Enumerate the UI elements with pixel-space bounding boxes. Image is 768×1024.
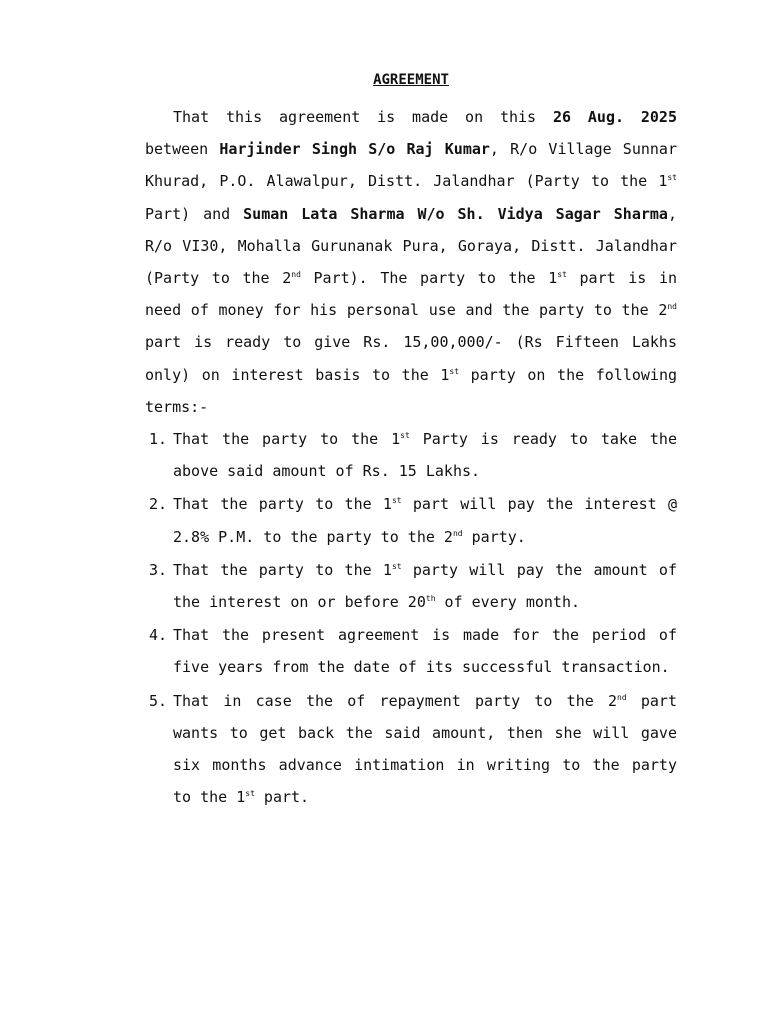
ordinal-suffix: st — [245, 789, 255, 799]
term-text: part will pay the interest @ 2.8% P.M. to the party to the 2 — [173, 495, 677, 546]
term-number: 5. — [149, 691, 168, 710]
ordinal-suffix: st — [391, 561, 402, 571]
first-party-address: , R/o Village Sunnar Khurad, P.O. Alawalpur, Distt. Jalandhar (Party to the 1 — [145, 140, 677, 191]
ordinal-suffix: st — [449, 366, 460, 376]
ordinal-suffix: st — [557, 270, 567, 280]
term-text: party will pay the amount of the interest on or before 20 — [173, 560, 677, 612]
ordinal-suffix: st — [400, 431, 410, 441]
agreement-page — [145, 70, 677, 814]
ordinal-suffix: th — [425, 594, 436, 604]
term-text: That in case the of repayment party to the 2 — [173, 691, 618, 710]
term-number: 4. — [149, 626, 168, 645]
ordinal-suffix: st — [391, 496, 402, 506]
term-text: That the present agreement is made for the period of five years from the date of its successful transaction. — [173, 626, 677, 677]
term-item-2 — [145, 488, 677, 552]
term-number: 3. — [149, 560, 168, 579]
term-text: That the party to the 1 — [173, 560, 392, 579]
ordinal-suffix: st — [667, 173, 677, 183]
ordinal-suffix: nd — [667, 302, 677, 312]
intro-paragraph — [145, 101, 677, 423]
term-text: That the party to the 1 — [173, 430, 401, 449]
intro-text: That this agreement is made on this — [173, 108, 553, 126]
second-party-name: Suman Lata Sharma W/o Sh. Vidya Sagar Sharma — [243, 204, 668, 223]
term-item-5 — [145, 685, 677, 814]
terms-list — [145, 423, 677, 813]
term-text: part. — [254, 788, 310, 807]
intro-text: between — [145, 140, 220, 159]
intro-text: Part). The party to the 1 — [300, 269, 558, 288]
second-party-address: , R/o VI30, Mohalla Gurunanak Pura, Goraya, Distt. Jalandhar (Party to the 2 — [145, 204, 677, 288]
term-item-4 — [145, 619, 677, 683]
loan-amount-text: part is ready to give Rs. 15,00,000/- (Rs Fifteen Lakhs only) on interest basis to the 1 — [145, 333, 677, 384]
ordinal-suffix: nd — [452, 528, 463, 538]
intro-text: part is in need of money for his personal use and the party to the 2 — [145, 269, 678, 320]
intro-text: Part) and — [145, 204, 244, 223]
ordinal-suffix: nd — [291, 270, 301, 280]
term-text: of every month. — [435, 593, 581, 612]
term-item-1 — [145, 423, 677, 487]
agreement-date: 26 Aug. 2025 — [552, 108, 677, 126]
ordinal-suffix: nd — [617, 692, 627, 702]
document-title: AGREEMENT — [373, 72, 449, 88]
term-text: part wants to get back the said amount, then she will gave six months advance intimation in writing to the party to the 1 — [173, 691, 677, 807]
term-text: That the party to the 1 — [173, 495, 392, 514]
term-number: 1. — [149, 430, 168, 449]
term-text: party. — [462, 527, 526, 546]
first-party-name: Harjinder Singh S/o Raj Kumar — [219, 140, 490, 159]
intro-text: party on the following terms:- — [145, 365, 678, 416]
term-text: Party is ready to take the above said amount of Rs. 15 Lakhs. — [173, 430, 677, 481]
term-item-3 — [145, 554, 677, 618]
term-number: 2. — [149, 495, 168, 514]
